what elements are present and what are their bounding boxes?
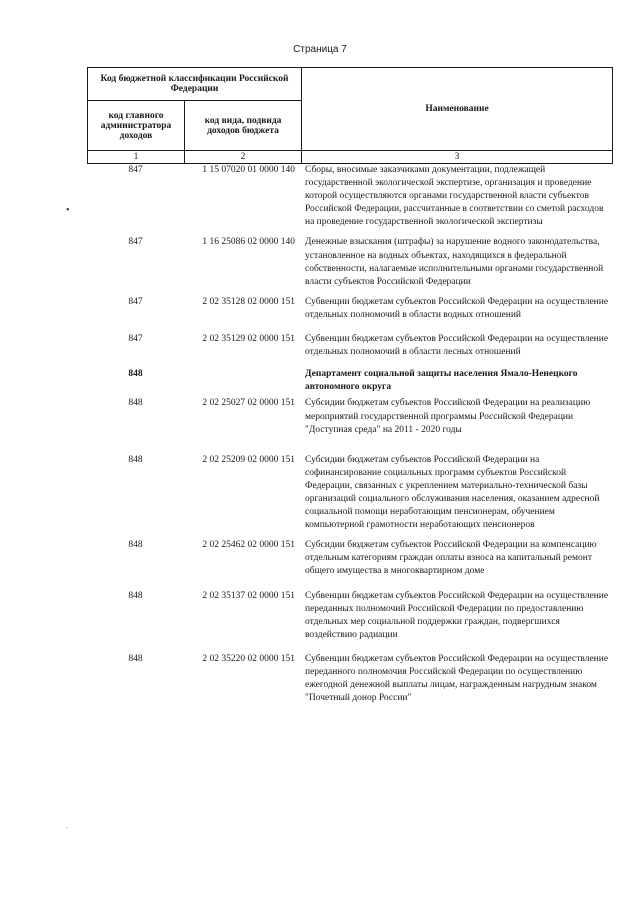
income-code <box>184 368 301 394</box>
admin-code: 848 <box>128 369 143 380</box>
income-code: 2 02 25462 02 0000 151 <box>202 540 295 551</box>
admin-code: 848 <box>128 398 143 409</box>
department-name: Департамент социальной защиты населения Ямало-Ненецкого автономного округа <box>305 369 578 393</box>
income-name: Субвенции бюджетам субъектов Российской Федерации на осуществление переданного полномочия Российской Федерации по осуществлению ежегодной денежной выплаты лицам, награжденным нагрудным знаком "Почетный донор России" <box>305 653 609 704</box>
header-name-column: Наименование <box>302 68 613 151</box>
admin-code: 848 <box>128 454 143 465</box>
header-group-title: Код бюджетной классификации Российской Федерации <box>88 68 302 101</box>
income-name: Субвенции бюджетам субъектов Российской Федерации на осуществление отдельных полномочий в области водных отношений <box>305 296 609 320</box>
header-admin-code-column: код главного администратора доходов <box>88 101 185 151</box>
table-row <box>87 333 612 359</box>
table-row <box>87 296 612 322</box>
income-code: 2 02 25209 02 0000 151 <box>202 454 295 465</box>
scan-mark: • <box>66 205 70 216</box>
income-name: Субсидии бюджетам субъектов Российской Федерации на софинансирование социальных программ субъектов Российской Федерации, связанных с укреплением материально-технической базы организаций социального обслуживания населения, оказанием адресной социальной помощи неработающим пенсионерам, обучением компьютерной грамотности неработающих пенсионеров <box>305 454 600 531</box>
income-name: Сборы, вносимые заказчиками документации, подлежащей государственной экологической экспертизе, организация и проведение которой осуществляются органами государственной власти субъектов Российской Федерации, рассчитанные в соответствии со сметой расходов на проведение государственной экологической экспертизы <box>305 165 604 228</box>
table-row <box>87 236 612 288</box>
scan-mark: · <box>66 824 69 832</box>
column-number: 1 <box>88 151 185 164</box>
income-code: 2 02 35128 02 0000 151 <box>202 296 295 307</box>
admin-code: 847 <box>128 237 143 248</box>
income-name: Денежные взыскания (штрафы) за нарушение водного законодательства, установленное на водных объектах, находящихся в федеральной собственности, налагаемые исполнительными органами государственной власти субъектов Российской Федерации <box>305 237 604 287</box>
admin-code: 847 <box>128 296 143 307</box>
income-code: 1 15 07020 01 0000 140 <box>202 165 295 175</box>
budget-table-header <box>87 67 613 164</box>
table-row <box>87 397 612 436</box>
income-code: 1 16 25086 02 0000 140 <box>202 237 295 248</box>
admin-code: 848 <box>128 590 143 601</box>
table-row <box>87 590 612 642</box>
admin-code: 847 <box>128 165 143 175</box>
table-row <box>87 539 612 578</box>
income-code: 2 02 25027 02 0000 151 <box>202 398 295 409</box>
column-number: 3 <box>302 151 613 164</box>
income-name: Субвенции бюджетам субъектов Российской Федерации на осуществление отдельных полномочий в области лесных отношений <box>305 334 609 358</box>
income-code: 2 02 35220 02 0000 151 <box>202 653 295 664</box>
income-name: Субвенции бюджетам субъектов Российской Федерации на осуществление переданных полномочий Российской Федерации по предоставлению отдельных мер социальной поддержки граждан, подвергшихся воздействию радиации <box>305 590 609 640</box>
column-number: 2 <box>185 151 302 164</box>
income-name: Субсидии бюджетам субъектов Российской Федерации на компенсацию отдельным категориям граждан оплаты взноса на капитальный ремонт общего имущества в многоквартирном доме <box>305 540 597 577</box>
table-row <box>87 164 612 229</box>
admin-code: 848 <box>128 653 143 664</box>
header-income-code-column: код вида, подвида доходов бюджета <box>185 101 302 151</box>
table-row <box>87 454 612 533</box>
income-name: Субсидии бюджетам субъектов Российской Федерации на реализацию мероприятий государственной программы Российской Федерации "Доступная среда" на 2011 - 2020 годы <box>305 398 591 435</box>
admin-code: 847 <box>128 334 143 345</box>
income-code: 2 02 35137 02 0000 151 <box>202 590 295 601</box>
table-row-department <box>87 368 612 394</box>
table-row <box>87 653 612 705</box>
income-code: 2 02 35129 02 0000 151 <box>202 334 295 345</box>
page-number: Страница 7 <box>293 44 347 55</box>
admin-code: 848 <box>128 540 143 551</box>
table-body <box>87 164 612 705</box>
